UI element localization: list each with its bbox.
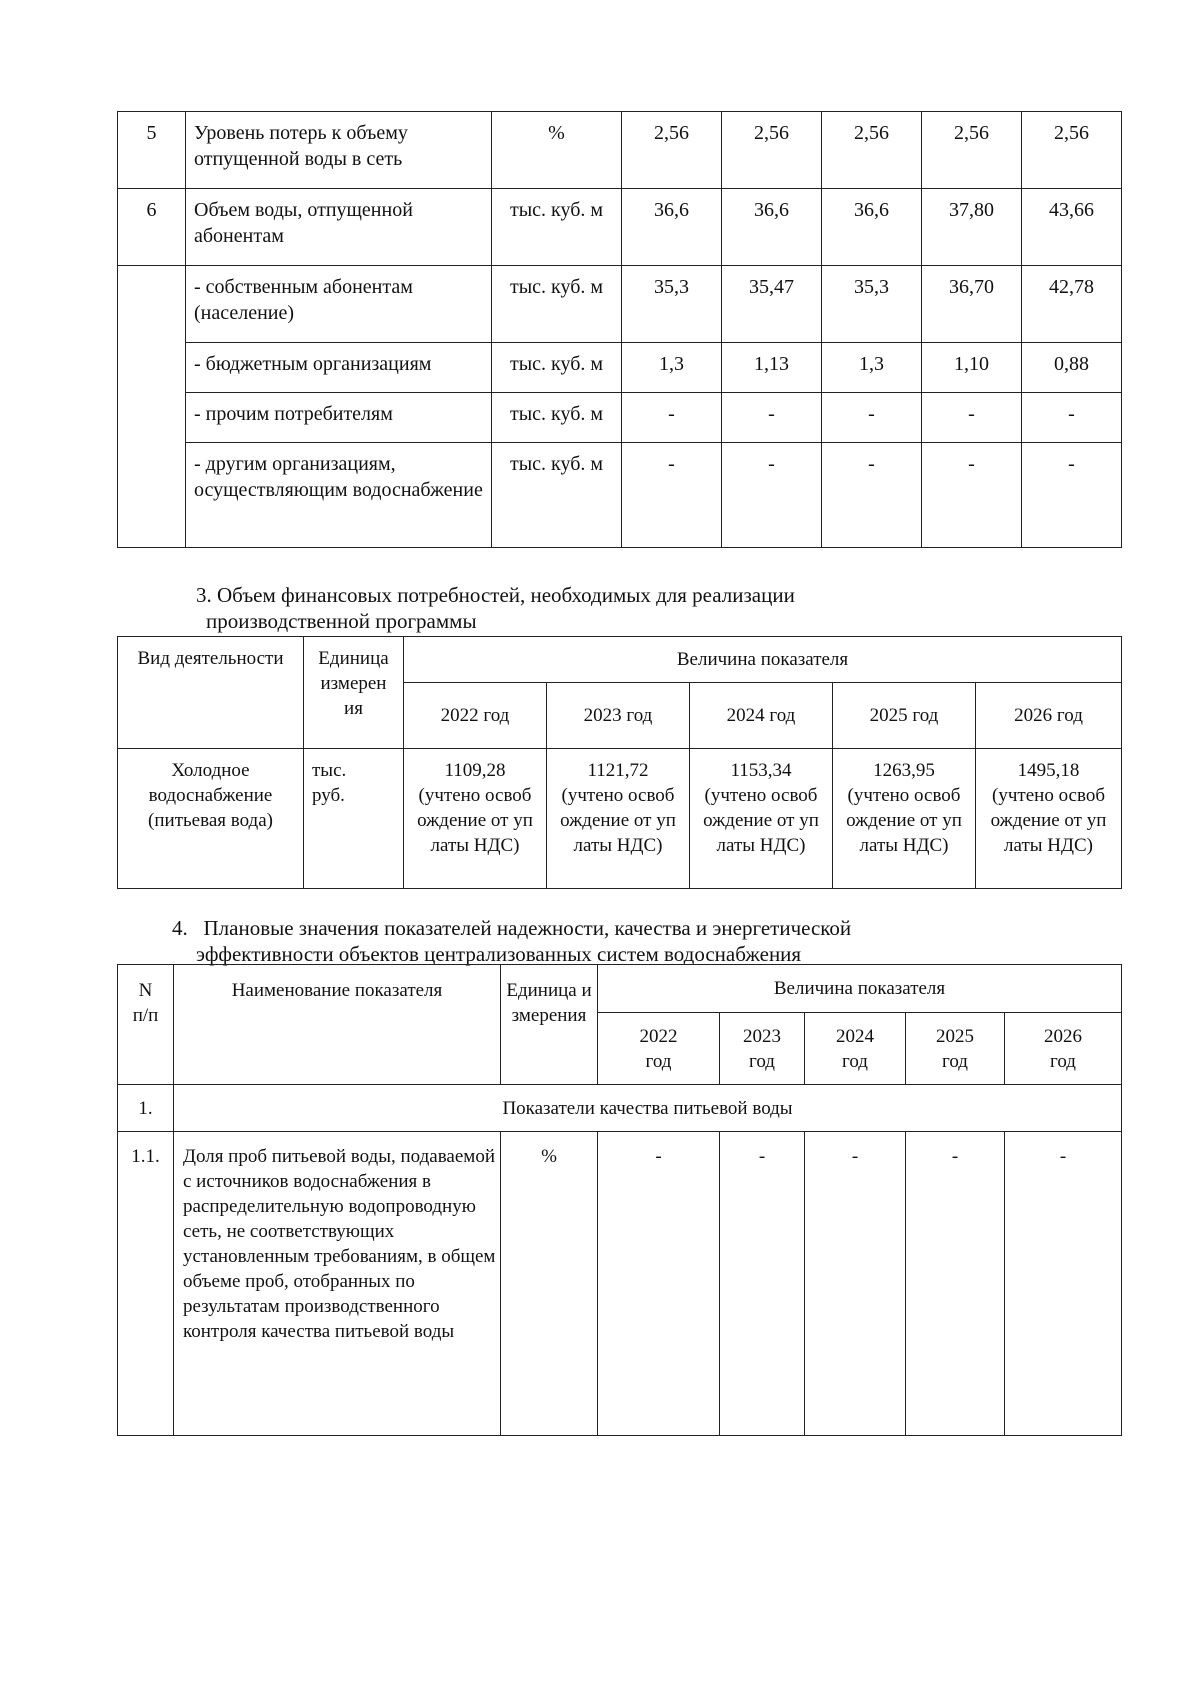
value-cell: - (1022, 393, 1122, 443)
header-year: 2026 год (976, 683, 1122, 749)
section-3-title-line2: производственной программы (206, 609, 477, 633)
header-row (118, 965, 1122, 1013)
value-cell: 2,56 (622, 112, 722, 189)
header-year (598, 1013, 720, 1085)
header-value: Величина показателя (598, 965, 1122, 1013)
row-unit: % (501, 1132, 598, 1436)
value-cell: - (598, 1132, 720, 1436)
value-cell: - (622, 443, 722, 548)
row-unit: тыс. куб. м (492, 189, 622, 266)
row-activity-text: Холодное водоснабжение (питьевая вода) (148, 760, 273, 831)
value-cell: - (805, 1132, 906, 1436)
value-amount: 1495,18 (1017, 760, 1080, 781)
row-name: Доля проб питьевой воды, подаваемой с источников водоснабжения в распределительную водопроводную сеть, не соответствующих установленным требованиям, в общем объеме проб, отобранных по результатам производственного контроля качества питьевой воды (174, 1132, 501, 1436)
section-3-title-line1: 3. Объем финансовых потребностей, необходимых для реализации (196, 583, 795, 607)
table-row (118, 343, 1122, 393)
header-unit (304, 637, 404, 749)
value-cell: 37,80 (922, 189, 1022, 266)
value-amount: 1153,34 (730, 760, 792, 781)
value-cell: - (1022, 443, 1122, 548)
row-unit: тыс. куб. м (492, 393, 622, 443)
value-note: (учтено освобождение от уплаты НДС) (417, 785, 533, 856)
header-year: 2022 год (404, 683, 547, 749)
header-num (118, 965, 174, 1085)
row-unit-text: тыс. руб. (312, 760, 347, 806)
table-row (118, 189, 1122, 266)
value-cell: - (922, 393, 1022, 443)
row-number: 1.1. (118, 1132, 174, 1436)
value-cell: 35,3 (622, 266, 722, 343)
header-unit-text: Единица измерения (506, 980, 592, 1026)
header-year-text: 2022 год (639, 1025, 678, 1072)
value-cell: 2,56 (722, 112, 822, 189)
table-row (118, 749, 1122, 889)
value-cell: - (906, 1132, 1005, 1436)
value-cell: 35,47 (722, 266, 822, 343)
row-unit (304, 749, 404, 889)
table-row (118, 443, 1122, 548)
header-year (1005, 1013, 1122, 1085)
value-cell: - (822, 443, 922, 548)
value-note: (учтено освобождение от уплаты НДС) (703, 785, 819, 856)
indicators-table (117, 964, 1122, 1436)
row-unit: % (492, 112, 622, 189)
section-3-title (196, 582, 1016, 634)
row-name: - бюджетным организациям (186, 343, 492, 393)
row-number: 6 (118, 189, 186, 266)
value-cell: 1,3 (822, 343, 922, 393)
row-name: - прочим потребителям (186, 393, 492, 443)
value-cell: - (922, 443, 1022, 548)
table-row (118, 266, 1122, 343)
value-cell: 2,56 (822, 112, 922, 189)
value-cell: - (1005, 1132, 1122, 1436)
header-year-text: 2023 год (743, 1025, 781, 1072)
value-cell: 36,6 (822, 189, 922, 266)
header-year (906, 1013, 1005, 1085)
row-name: - собственным абонентам (население) (186, 266, 492, 343)
row-number: 5 (118, 112, 186, 189)
value-amount: 1121,72 (587, 760, 649, 781)
section-4-title-line1: 4. Плановые значения показателей надежности, качества и энергетической (172, 916, 852, 940)
table-row (118, 112, 1122, 189)
section-4-title (172, 915, 1072, 967)
row-activity (118, 749, 304, 889)
group-title: Показатели качества питьевой воды (174, 1085, 1122, 1132)
volumes-table (117, 111, 1122, 548)
value-cell: - (722, 393, 822, 443)
value-cell: 35,3 (822, 266, 922, 343)
value-cell: 42,78 (1022, 266, 1122, 343)
table-row (118, 1132, 1122, 1436)
section-4-title-line2: эффективности объектов централизованных систем водоснабжения (196, 942, 802, 966)
group-row (118, 1085, 1122, 1132)
value-cell (547, 749, 690, 889)
value-cell: - (822, 393, 922, 443)
row-unit: тыс. куб. м (492, 343, 622, 393)
header-unit-text: Единица измерения (318, 648, 389, 719)
value-cell: - (622, 393, 722, 443)
value-cell (976, 749, 1122, 889)
group-number: 1. (118, 1085, 174, 1132)
header-year-text: 2026 год (1044, 1025, 1083, 1072)
value-cell: 2,56 (1022, 112, 1122, 189)
value-note: (учтено освобождение от уплаты НДС) (846, 785, 962, 856)
value-cell: - (722, 443, 822, 548)
value-cell: 43,66 (1022, 189, 1122, 266)
header-num-text: N п/п (132, 980, 159, 1026)
header-year: 2023 год (547, 683, 690, 749)
header-year (805, 1013, 906, 1085)
value-note: (учтено освобождение от уплаты НДС) (990, 785, 1107, 856)
row-name: Объем воды, отпущенной абонентам (186, 189, 492, 266)
value-cell: 1,3 (622, 343, 722, 393)
value-cell: 0,88 (1022, 343, 1122, 393)
header-year-text: 2025 год (936, 1025, 974, 1072)
value-cell (404, 749, 547, 889)
value-amount: 1109,28 (444, 760, 506, 781)
value-cell: - (720, 1132, 805, 1436)
header-year-text: 2024 год (836, 1025, 874, 1072)
header-unit (501, 965, 598, 1085)
value-cell (690, 749, 833, 889)
row-name: - другим организациям, осуществляющим водоснабжение (186, 443, 492, 548)
value-cell: 36,6 (622, 189, 722, 266)
value-amount: 1263,95 (873, 760, 935, 781)
value-note: (учтено освобождение от уплаты НДС) (560, 785, 676, 856)
financial-needs-table (117, 636, 1122, 889)
header-value: Величина показателя (404, 637, 1122, 683)
value-cell: 36,6 (722, 189, 822, 266)
header-year: 2024 год (690, 683, 833, 749)
header-year: 2025 год (833, 683, 976, 749)
header-year (720, 1013, 805, 1085)
value-cell (833, 749, 976, 889)
header-activity: Вид деятельности (118, 637, 304, 749)
header-name: Наименование показателя (174, 965, 501, 1085)
header-row (118, 637, 1122, 683)
table-row (118, 393, 1122, 443)
row-unit: тыс. куб. м (492, 443, 622, 548)
empty-number-cell (118, 266, 186, 548)
value-cell: 2,56 (922, 112, 1022, 189)
value-cell: 1,13 (722, 343, 822, 393)
row-unit: тыс. куб. м (492, 266, 622, 343)
value-cell: 1,10 (922, 343, 1022, 393)
row-name: Уровень потерь к объему отпущенной воды в сеть (186, 112, 492, 189)
value-cell: 36,70 (922, 266, 1022, 343)
